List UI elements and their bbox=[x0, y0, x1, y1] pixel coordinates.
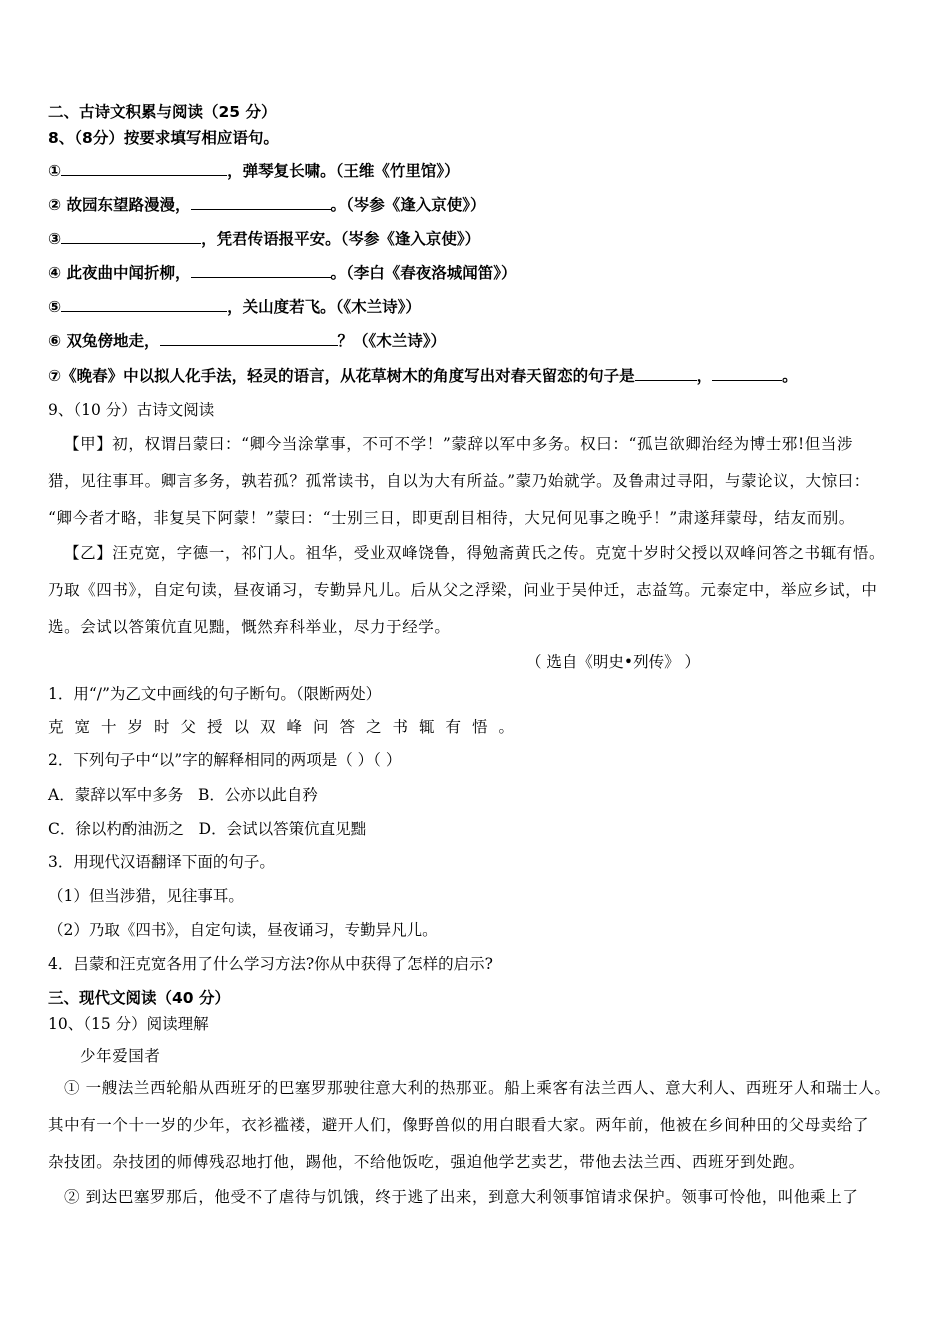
answer-blank[interactable] bbox=[191, 195, 331, 210]
q8-line-7: ⑦《晚春》中以拟人化手法，轻灵的语言，从花草树木的角度写出对春天留恋的句子是 ， 。 bbox=[48, 367, 798, 385]
q9-options-cd bbox=[48, 819, 366, 839]
q8-line-3: ③ ，凭君传语报平安。（岑参《逢入京使》） bbox=[48, 230, 481, 248]
q8-line-5: ⑤ ，关山度若飞。（《木兰诗》） bbox=[48, 298, 421, 316]
passage-jia-line: 【甲】初，权谓吕蒙曰：“卿今当涂掌事，不可不学！”蒙辞以军中多务。权曰：“孤岂欲卿治经为博士邪!但当涉 bbox=[64, 435, 854, 453]
q8-line-4: ④ 此夜曲中闻折柳， 。（李白《春夜洛城闻笛》） bbox=[48, 264, 517, 282]
q9-subquestion-2: 2．下列句子中“以”字的解释相同的两项是（ ）（ ） bbox=[48, 751, 402, 769]
option-b[interactable]: B．公亦以此自矜 bbox=[197, 786, 318, 804]
story-p1-line: 其中有一个十一岁的少年，衣衫褴褛，避开人们，像野兽似的用白眼看大家。两年前，他被在乡间种田的父母卖给了 bbox=[48, 1116, 870, 1134]
q8-line-2: ② 故园东望路漫漫， 。（岑参《逢入京使》） bbox=[48, 196, 486, 214]
option-c[interactable]: C．徐以杓酌油沥之 bbox=[48, 820, 184, 838]
q9-subquestion-4: 4．吕蒙和汪克宽各用了什么学习方法?你从中获得了怎样的启示? bbox=[48, 955, 493, 973]
q9-subquestion-3: 3．用现代汉语翻译下面的句子。 bbox=[48, 853, 275, 871]
story-p1-line: ① 一艘法兰西轮船从西班牙的巴塞罗那驶往意大利的热那亚。船上乘客有法兰西人、意大利人、西班牙人和瑞士人。 bbox=[64, 1079, 891, 1097]
passage-yi-line: 乃取《四书》，自定句读，昼夜诵习，专勤异凡儿。后从父之浮梁，问业于吴仲迁，志益笃。元泰定中，举应乡试，中 bbox=[48, 581, 878, 599]
q9-options-ab bbox=[48, 785, 318, 805]
answer-blank[interactable] bbox=[712, 366, 782, 381]
answer-blank[interactable] bbox=[61, 297, 227, 312]
q8-header: 8、（8分）按要求填写相应语句。 bbox=[48, 129, 279, 147]
answer-blank[interactable] bbox=[635, 366, 697, 381]
passage-yi-line: 【乙】汪克宽，字德一，祁门人。祖华，受业双峰饶鲁，得勉斋黄氏之传。克宽十岁时父授以双峰问答之书辄有悟。 bbox=[64, 544, 886, 562]
answer-blank[interactable] bbox=[160, 331, 338, 346]
answer-blank[interactable] bbox=[61, 229, 201, 244]
answer-blank[interactable] bbox=[61, 161, 227, 176]
q8-line-6: ⑥ 双兔傍地走， ？（《木兰诗》） bbox=[48, 332, 447, 350]
passage-yi-line: 选。会试以答策伉直见黜，慨然弃科举业，尽力于经学。 bbox=[48, 618, 451, 636]
q8-line-1: ① ，弹琴复长啸。（王维《竹里馆》） bbox=[48, 162, 460, 180]
section-2-title: 二、古诗文积累与阅读（25 分） bbox=[48, 103, 277, 121]
passage-source: （ 选自《明史•列传》 ） bbox=[526, 653, 700, 671]
option-d[interactable]: D．会试以答策伉直见黜 bbox=[198, 820, 367, 838]
passage-jia-line: 猎，见往事耳。卿言多务，孰若孤？孤常读书，自以为大有所益。”蒙乃始就学。及鲁肃过寻阳，与蒙论议，大惊曰： bbox=[48, 472, 870, 490]
story-p1-line: 杂技团。杂技团的师傅残忍地打他，踢他，不给他饭吃，强迫他学艺卖艺，带他去法兰西、西班牙到处跑。 bbox=[48, 1153, 805, 1171]
story-title: 少年爱国者 bbox=[80, 1047, 161, 1065]
story-p2-line: ② 到达巴塞罗那后，他受不了虐待与饥饿，终于逃了出来，到意大利领事馆请求保护。领事可怜他，叫他乘上了 bbox=[64, 1188, 859, 1206]
option-a[interactable]: A．蒙辞以军中多务 bbox=[48, 786, 184, 804]
q10-header: 10、（15 分）阅读理解 bbox=[48, 1015, 209, 1033]
q9-subquestion-3-1: （1）但当涉猎，见往事耳。 bbox=[48, 887, 244, 905]
passage-jia-line: “卿今者才略，非复吴下阿蒙！”蒙曰：“士别三日，即更刮目相待，大兄何见事之晚乎！”肃遂拜蒙母，结友而别。 bbox=[48, 509, 855, 527]
q9-header: 9、（10 分）古诗文阅读 bbox=[48, 401, 215, 419]
q9-subquestion-1: 1．用“/”为乙文中画线的句子断句。（限断两处） bbox=[48, 685, 382, 703]
q9-sentence-to-punctuate: 克宽十岁时父授以双峰问答之书辄有悟。 bbox=[48, 718, 526, 736]
q9-subquestion-3-2: （2）乃取《四书》，自定句读，昼夜诵习，专勤异凡儿。 bbox=[48, 921, 438, 939]
answer-blank[interactable] bbox=[191, 263, 331, 278]
section-3-title: 三、现代文阅读（40 分） bbox=[48, 989, 230, 1007]
